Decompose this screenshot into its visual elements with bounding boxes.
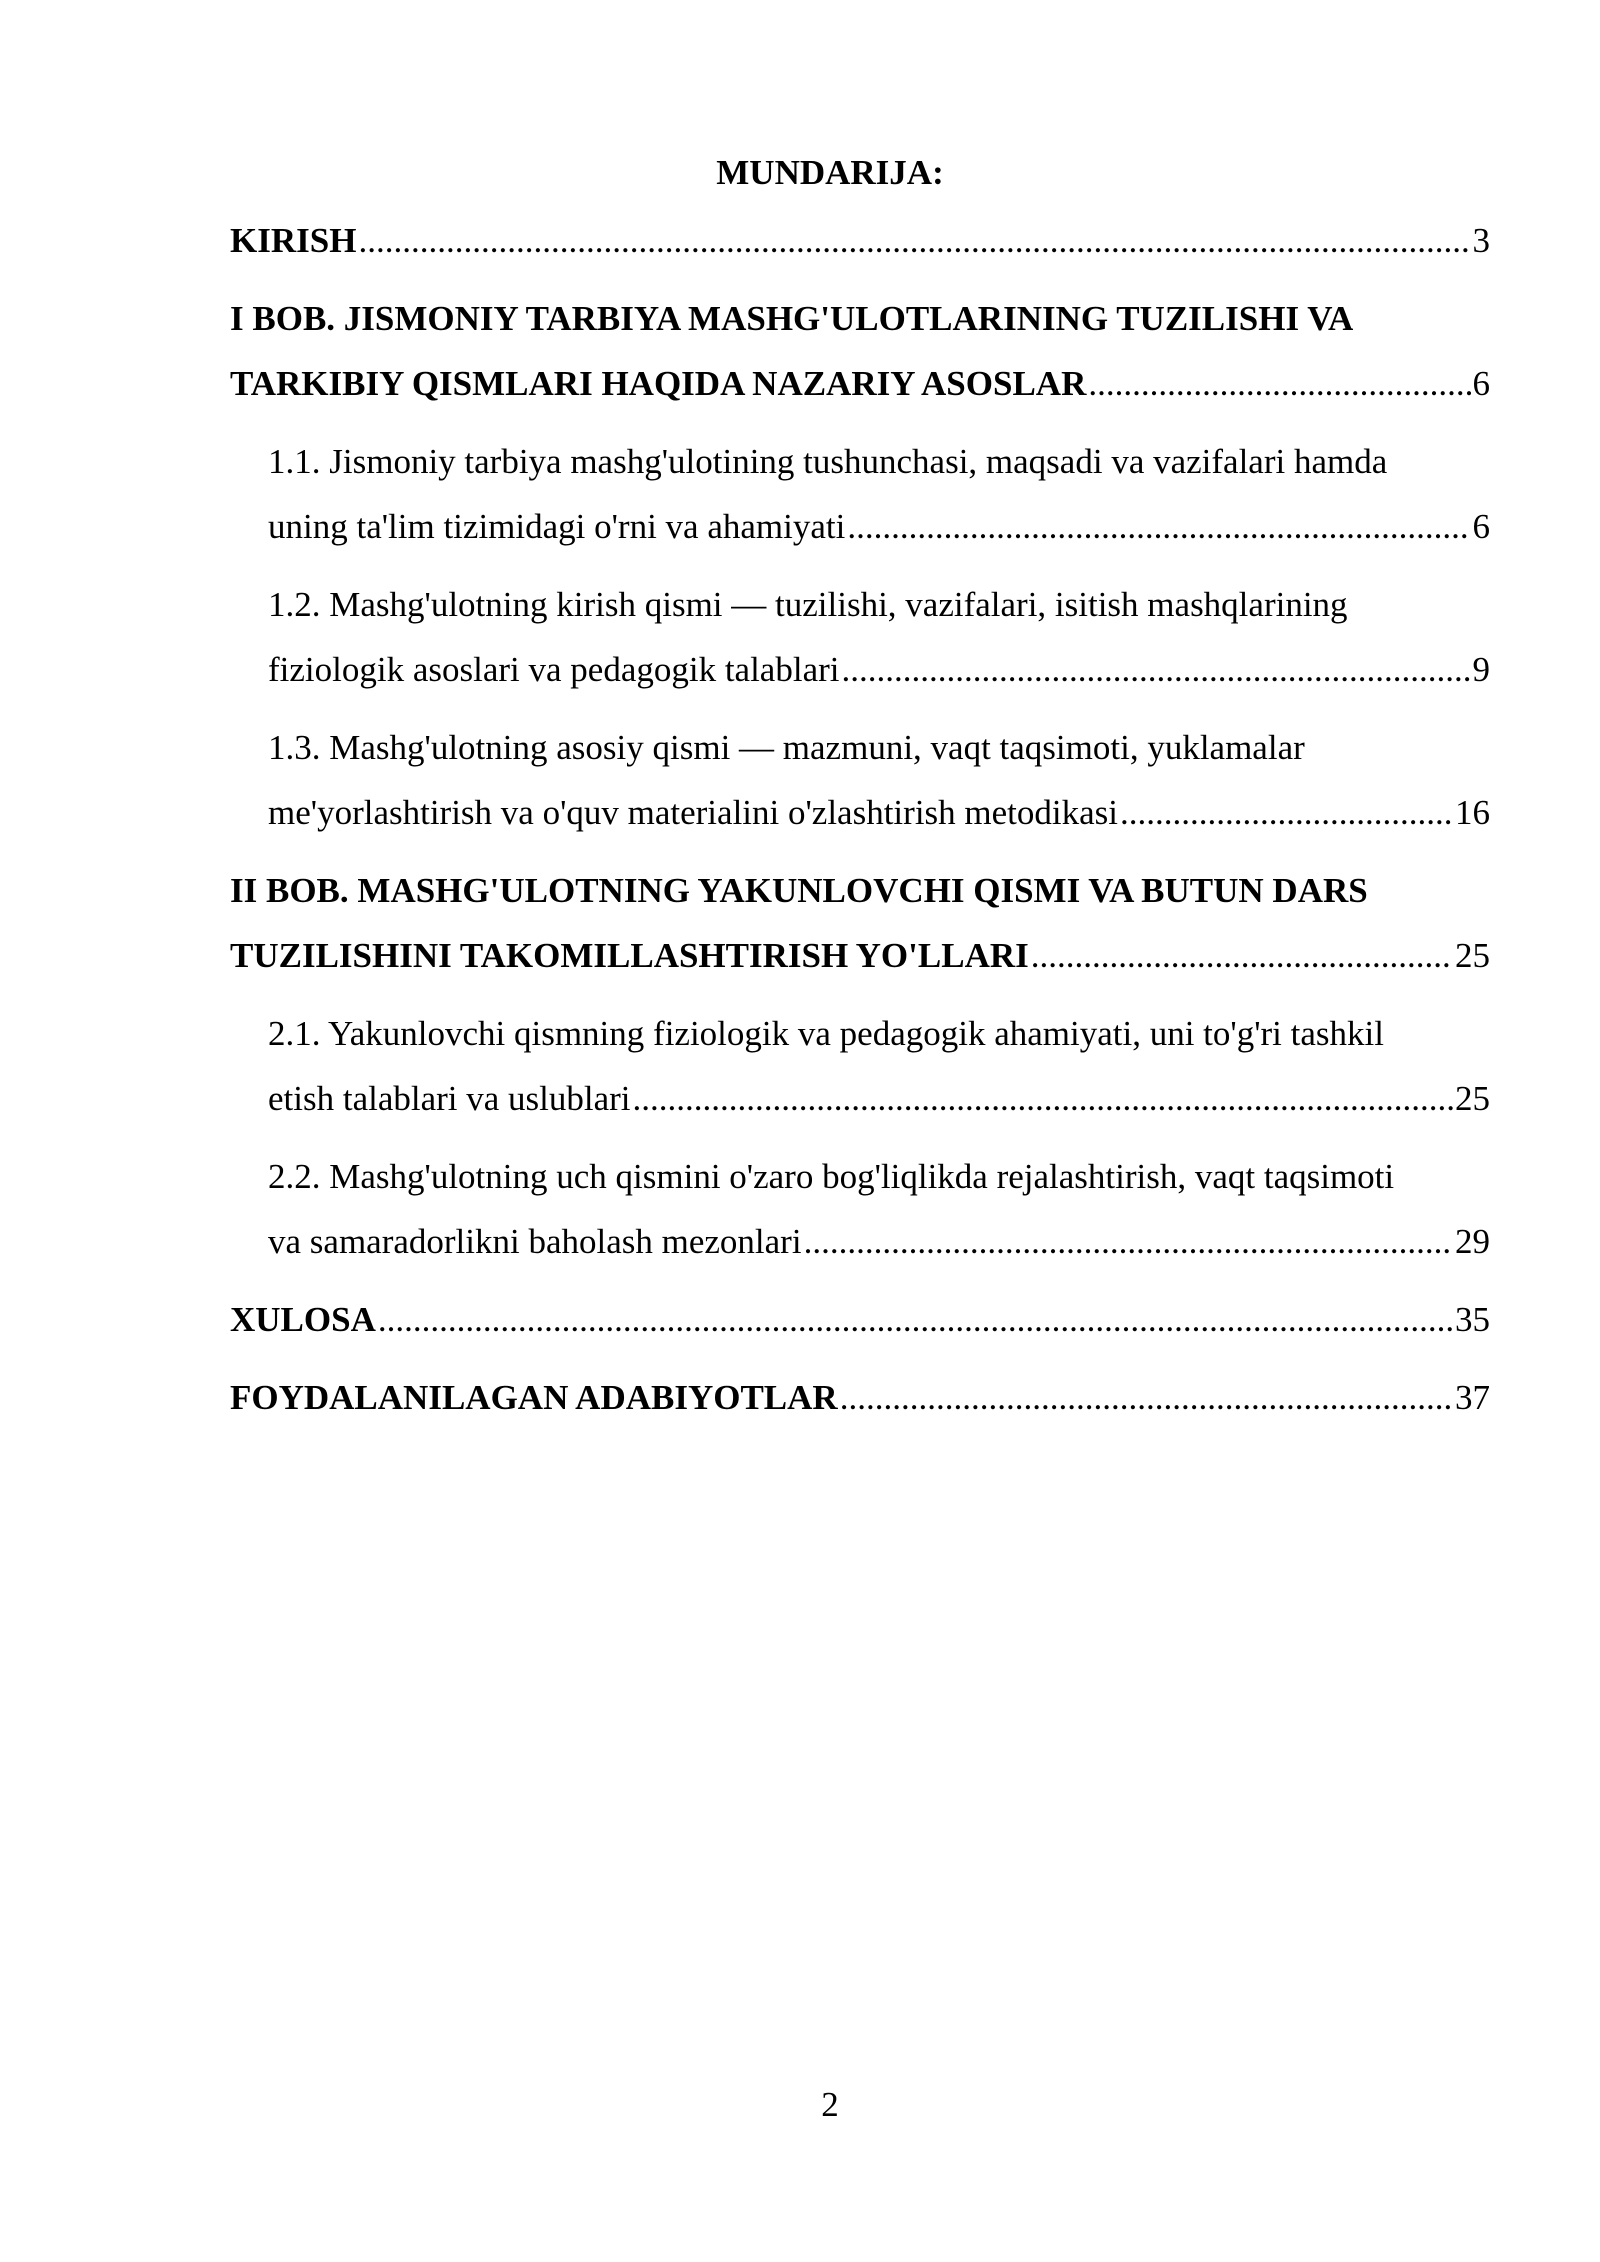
toc-page-number: 16 <box>1455 793 1490 832</box>
toc-entry-title: uning ta'lim tizimidagi o'rni va ahamiyati <box>268 507 846 546</box>
table-of-contents <box>230 208 1490 1430</box>
dot-leader <box>358 208 1470 273</box>
dot-leader <box>804 1209 1453 1274</box>
toc-page-number: 6 <box>1472 507 1490 546</box>
toc-entry-title-line: 1.3. Mashg'ulotning asosiy qismi — mazmuni, vaqt taqsimoti, yuklamalar <box>268 728 1305 767</box>
dot-leader <box>1120 780 1453 845</box>
dot-leader <box>847 494 1470 559</box>
dot-leader <box>841 637 1470 702</box>
dot-leader <box>1031 923 1453 988</box>
toc-page-number: 6 <box>1472 364 1490 403</box>
toc-entry-chapter-1[interactable] <box>230 286 1490 416</box>
toc-entry-xulosa[interactable] <box>230 1287 1490 1352</box>
toc-entry-title: TARKIBIY QISMLARI HAQIDA NAZARIY ASOSLAR <box>230 364 1087 403</box>
toc-entry-title-line: I BOB. JISMONIY TARBIYA MASHG'ULOTLARINING TUZILISHI VA <box>230 299 1354 338</box>
toc-entry-title: KIRISH <box>230 221 357 260</box>
toc-entry-2-2[interactable] <box>230 1144 1490 1274</box>
toc-entry-title-line: 1.2. Mashg'ulotning kirish qismi — tuzilishi, vazifalari, isitish mashqlarining <box>268 585 1348 624</box>
toc-page-number: 9 <box>1472 650 1490 689</box>
toc-entry-title: va samaradorlikni baholash mezonlari <box>268 1222 802 1261</box>
toc-entry-adabiyotlar[interactable] <box>230 1365 1490 1430</box>
toc-page-number: 25 <box>1455 1079 1490 1118</box>
dot-leader <box>1088 351 1470 416</box>
toc-title: MUNDARIJA: <box>716 153 944 192</box>
toc-entry-title-line: II BOB. MASHG'ULOTNING YAKUNLOVCHI QISMI VA BUTUN DARS <box>230 871 1368 910</box>
toc-page-number: 3 <box>1472 221 1490 260</box>
toc-entry-title: FOYDALANILAGAN ADABIYOTLAR <box>230 1378 838 1417</box>
toc-entry-title-line: 2.2. Mashg'ulotning uch qismini o'zaro bog'liqlikda rejalashtirish, vaqt taqsimoti <box>268 1157 1395 1196</box>
toc-entry-title: me'yorlashtirish va o'quv materialini o'zlashtirish metodikasi <box>268 793 1118 832</box>
toc-entry-title-line: 2.1. Yakunlovchi qismning fiziologik va pedagogik ahamiyati, uni to'g'ri tashkil <box>268 1014 1384 1053</box>
toc-page-number: 37 <box>1455 1378 1490 1417</box>
page-number: 2 <box>821 2085 839 2124</box>
toc-entry-title: TUZILISHINI TAKOMILLASHTIRISH YO'LLARI <box>230 936 1029 975</box>
toc-entry-kirish[interactable] <box>230 208 1490 273</box>
toc-entry-1-2[interactable] <box>230 572 1490 702</box>
toc-entry-1-3[interactable] <box>230 715 1490 845</box>
toc-page-number: 35 <box>1455 1300 1490 1339</box>
dot-leader <box>378 1287 1453 1352</box>
toc-entry-title: fiziologik asoslari va pedagogik talablari <box>268 650 840 689</box>
toc-page-number: 29 <box>1455 1222 1490 1261</box>
toc-entry-title-line: 1.1. Jismoniy tarbiya mashg'ulotining tushunchasi, maqsadi va vazifalari hamda <box>268 442 1388 481</box>
toc-entry-title: etish talablari va uslublari <box>268 1079 631 1118</box>
dot-leader <box>840 1365 1453 1430</box>
toc-entry-chapter-2[interactable] <box>230 858 1490 988</box>
dot-leader <box>633 1066 1453 1131</box>
toc-entry-title: XULOSA <box>230 1300 376 1339</box>
toc-page-number: 25 <box>1455 936 1490 975</box>
toc-entry-2-1[interactable] <box>230 1001 1490 1131</box>
toc-entry-1-1[interactable] <box>230 429 1490 559</box>
